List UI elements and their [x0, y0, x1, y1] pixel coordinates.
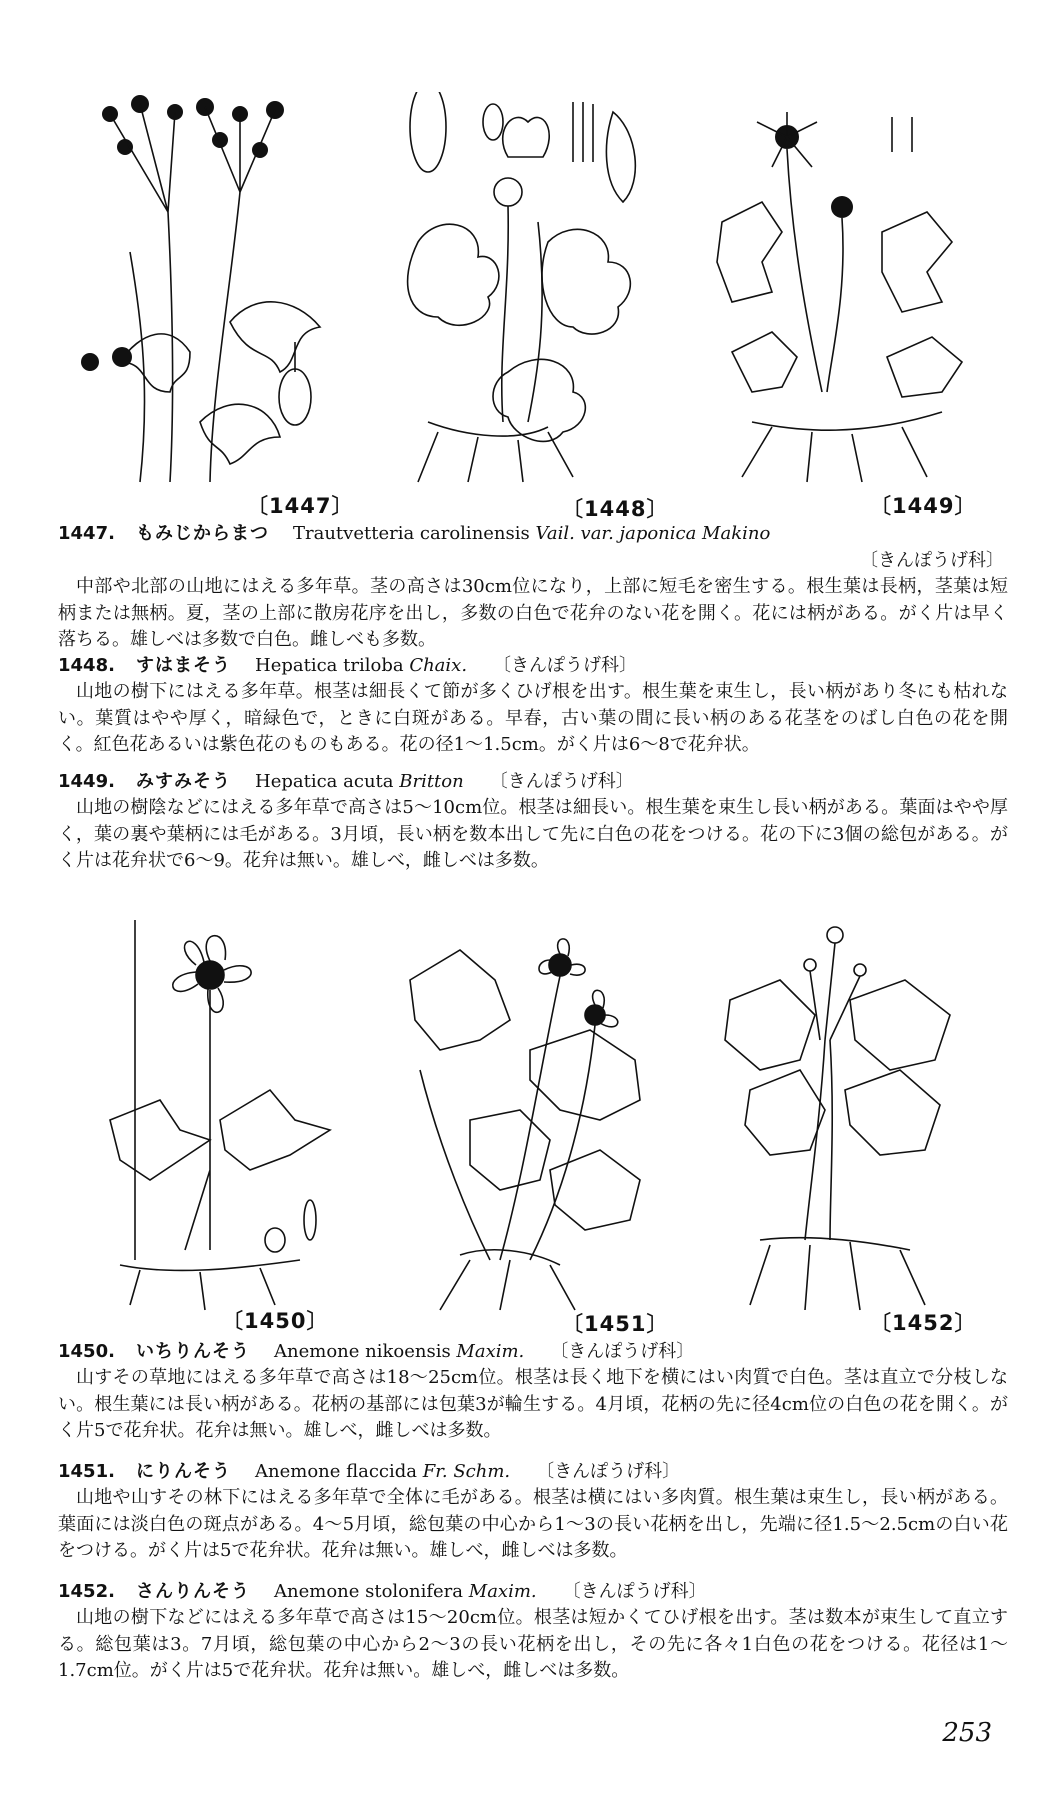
entry-1450: [58, 1338, 1008, 1445]
entry-number: 1449.: [58, 771, 115, 792]
figure-label: 〔1448〕: [562, 497, 669, 521]
entry-number: 1450.: [58, 1341, 115, 1362]
scientific-name: Hepatica triloba: [255, 655, 404, 676]
japanese-name: さんりんそう: [136, 1581, 250, 1602]
scientific-name: Anemone stolonifera: [274, 1581, 464, 1602]
author: Maxim.: [456, 1341, 525, 1362]
description: 山すその草地にはえる多年草で高さは18〜25cm位。根茎は長く地下を横にはい肉質で白色。茎は直立で分枝しない。根生葉には長い柄がある。花柄の基部には包葉3が輪生する。4月頃，花柄の先に径4cm位の白色の花を開く。がく片5で花弁状。花弁は無い。雄しべ，雌しべは多数。: [58, 1367, 1009, 1441]
entry-1449: [58, 768, 1008, 875]
illustration-1447: [80, 92, 350, 487]
entry-1447: [58, 520, 1008, 654]
entry-number: 1451.: [58, 1461, 115, 1482]
family-name: 〔きんぽうげ科〕: [860, 550, 1004, 571]
japanese-name: もみじからまつ: [136, 523, 269, 544]
author: Vail. var. japonica Makino: [535, 523, 771, 544]
illustration-1451: [400, 920, 660, 1315]
scientific-name: Trautvetteria carolinensis: [293, 523, 530, 544]
description: 山地の樹陰などにはえる多年草で高さは5〜10cm位。根茎は細長い。根生葉を束生し長い柄がある。葉面はやや厚く，葉の裏や葉柄には毛がある。3月頃，長い柄を数本出して先に白色の花をつける。花の下に3個の総包がある。がく片は花弁状で6〜9。花弁は無い。雄しべ，雌しべは多数。: [58, 797, 1008, 871]
figure-label: 〔1450〕: [222, 1309, 329, 1333]
description: 中部や北部の山地にはえる多年草。茎の高さは30cm位になり，上部に短毛を密生する。根生葉は長柄，茎葉は短柄または無柄。夏，茎の上部に散房花序を出し，多数の白色で花弁のない花を開く。花には柄がある。がく片は早く落ちる。雄しべは多数で白色。雌しべも多数。: [58, 576, 1008, 650]
family-name: 〔きんぽうげ科〕: [562, 1581, 707, 1602]
figure-label: 〔1451〕: [562, 1312, 669, 1336]
scientific-name: Anemone nikoensis: [274, 1341, 451, 1362]
figure-label: 〔1447〕: [247, 494, 354, 518]
family-name: 〔きんぽうげ科〕: [550, 1341, 695, 1362]
author: Chaix.: [409, 655, 468, 676]
scientific-name: Anemone flaccida: [255, 1461, 418, 1482]
figure-label: 〔1452〕: [870, 1311, 977, 1335]
description: 山地や山すその林下にはえる多年草で全体に毛がある。根茎は横にはい多肉質。根生葉は束生し，長い柄がある。葉面には淡白色の斑点がある。4〜5月頃，総包葉の中心から1〜3の長い花柄を出し，先端に径1.5〜2.5cmの白い花をつける。がく片は5で花弁状。花弁は無い。雄しべ，雌しべは多数。: [58, 1487, 1008, 1561]
family-name: 〔きんぽうげ科〕: [493, 655, 638, 676]
description: 山地の樹下にはえる多年草。根茎は細長くて節が多くひげ根を出す。根生葉を束生し，長い柄があり冬にも枯れない。葉質はやや厚く，暗緑色で，ときに白斑がある。早春，古い葉の間に長い柄のある花茎をのばし白色の花を開く。紅色花あるいは紫色花のものもある。花の径1〜1.5cm。がく片は6〜8で花弁状。: [58, 681, 1008, 755]
page-number: 253: [942, 1718, 992, 1748]
japanese-name: いちりんそう: [136, 1341, 250, 1362]
family-name: 〔きんぽうげ科〕: [536, 1461, 681, 1482]
entry-1451: [58, 1458, 1008, 1565]
entry-1448: [58, 652, 1008, 759]
illustration-1452: [710, 920, 970, 1315]
scientific-name: Hepatica acuta: [255, 771, 394, 792]
entry-number: 1452.: [58, 1581, 115, 1602]
figure-label: 〔1449〕: [870, 494, 977, 518]
entry-number: 1448.: [58, 655, 115, 676]
illustration-1450: [100, 920, 350, 1315]
japanese-name: にりんそう: [136, 1461, 231, 1482]
author: Britton: [399, 771, 464, 792]
description: 山地の樹下などにはえる多年草で高さは15〜20cm位。根茎は短かくてひげ根を出す。茎は数本が束生して直立する。総包葉は3。7月頃，総包葉の中心から2〜3の長い花柄を出し，その先に各々1白色の花をつける。花径は1〜1.7cm位。がく片は5で花弁状。花弁は無い。雄しべ，雌しべは多数。: [58, 1607, 1008, 1681]
illustration-1449: [712, 92, 974, 487]
japanese-name: みすみそう: [136, 771, 231, 792]
japanese-name: すはまそう: [136, 655, 231, 676]
entry-1452: [58, 1578, 1008, 1685]
family-name: 〔きんぽうげ科〕: [489, 771, 634, 792]
illustration-1448: [398, 92, 660, 487]
entry-number: 1447.: [58, 523, 115, 544]
author: Maxim.: [468, 1581, 537, 1602]
author: Fr. Schm.: [422, 1461, 511, 1482]
